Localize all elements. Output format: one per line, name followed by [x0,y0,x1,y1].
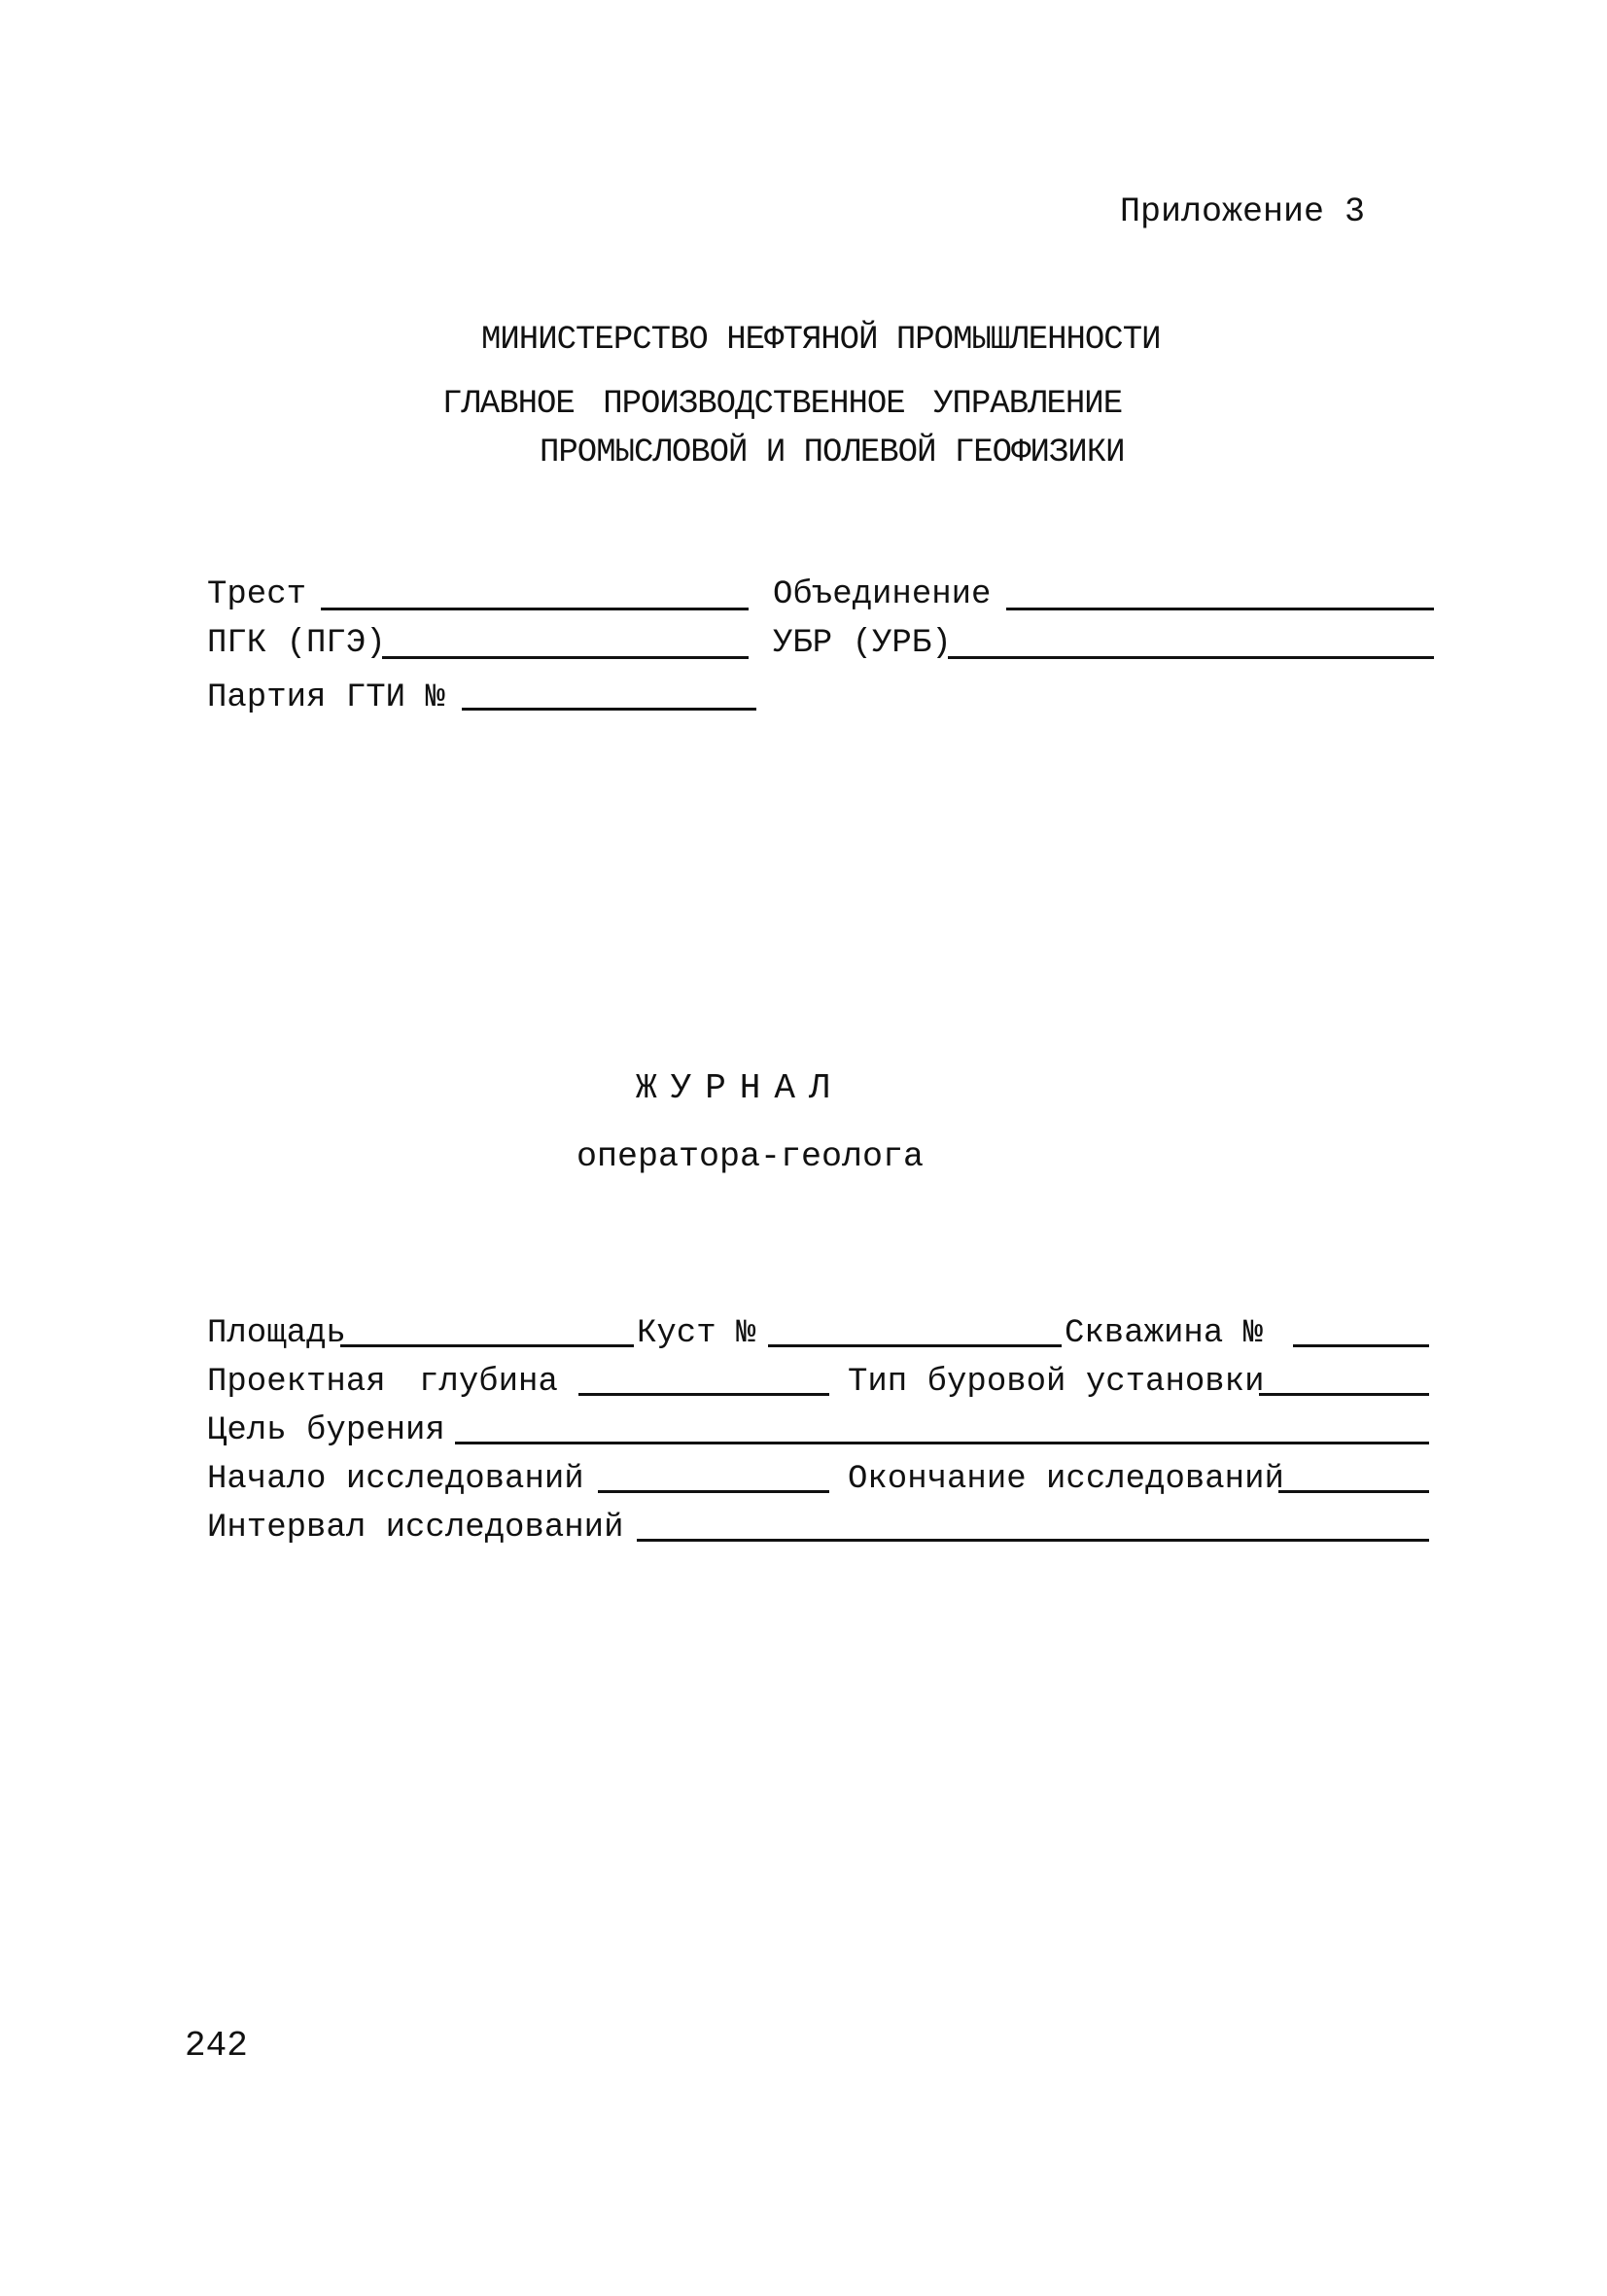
directorate-heading-line1: ГЛАВНОЕ ПРОИЗВОДСТВЕННОЕ УПРАВЛЕНИЕ [442,386,1123,423]
party-field-line [462,708,756,711]
study-interval-field-line [637,1539,1429,1542]
rig-type-label: Тип буровой установки [848,1364,1265,1401]
design-depth-label: Проектная глубина [207,1364,558,1401]
ubr-field-line [948,656,1434,659]
study-end-label: Окончание исследований [848,1461,1284,1498]
journal-title: ЖУРНАЛ [636,1068,844,1108]
association-field-line [1006,608,1434,610]
rig-type-field-line [1259,1393,1429,1396]
ubr-label: УБР (УРБ) [773,625,952,662]
association-label: Объединение [773,576,992,613]
appendix-label: Приложение 3 [1120,192,1366,231]
page-number: 242 [185,2026,248,2066]
study-start-field-line [598,1490,829,1493]
cluster-field-line [768,1344,1062,1347]
well-field-line [1293,1344,1429,1347]
area-field-line [340,1344,634,1347]
study-start-label: Начало исследований [207,1461,584,1498]
trust-field-line [321,608,749,610]
journal-subtitle: оператора-геолога [576,1137,925,1176]
trust-label: Трест [207,576,307,613]
pgk-field-line [382,656,749,659]
cluster-label: Куст № [637,1315,756,1352]
party-label: Партия ГТИ № [207,679,445,716]
design-depth-field-line [578,1393,829,1396]
drilling-purpose-label: Цель бурения [207,1412,445,1449]
pgk-label: ПГК (ПГЭ) [207,625,386,662]
study-end-field-line [1278,1490,1429,1493]
directorate-heading-line2: ПРОМЫСЛОВОЙ И ПОЛЕВОЙ ГЕОФИЗИКИ [540,435,1125,471]
study-interval-label: Интервал исследований [207,1510,624,1547]
well-label: Скважина № [1065,1315,1264,1352]
area-label: Площадь [207,1315,346,1352]
drilling-purpose-field-line [455,1442,1429,1444]
ministry-heading: МИНИСТЕРСТВО НЕФТЯНОЙ ПРОМЫШЛЕННОСТИ [481,322,1161,359]
